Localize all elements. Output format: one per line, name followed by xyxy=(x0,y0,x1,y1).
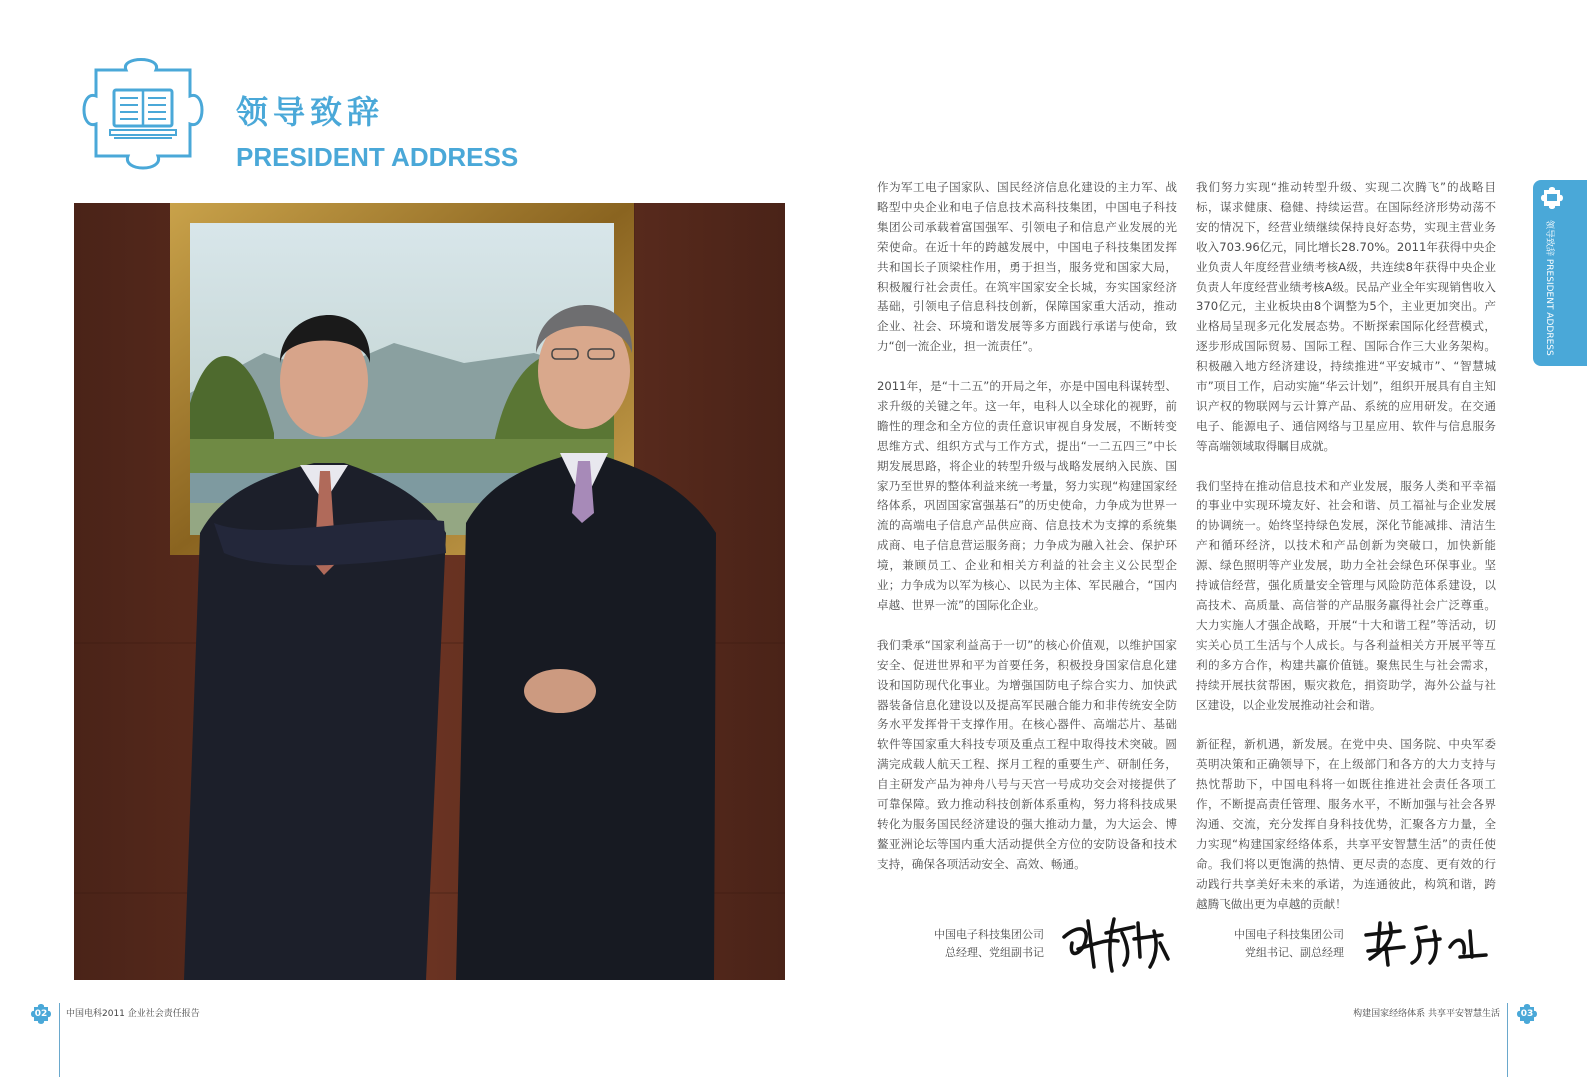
footer-slogan: 构建国家经络体系 共享平安智慧生活 xyxy=(1353,1009,1500,1019)
puzzle-book-icon xyxy=(1538,184,1566,212)
puzzle-book-logo-icon xyxy=(74,52,220,174)
article-paragraph: 我们坚持在推动信息技术和产业发展，服务人类和平幸福的事业中实现环境友好、社会和谐、员工福祉与企业发展的协调统一。始终坚持绿色发展，深化节能减排、清洁生产和循环经济，以技术和产品创新为突破口，加快新能源、绿色照明等产业发展，助力全社会绿色环保事业。坚持诚信经营，强化质量安全管理与风险防范体系建设，以高技术、高质量、高信誉的产品服务赢得社会广泛尊重。大力实施人才强企战略，开展“十大和谐工程”等活动，切实关心员工生活与个人成长。与各利益相关方开展平等互利的多方合作，构建共赢价值链。聚焦民生与社会需求，持续开展扶贫帮困，赈灾救危，捐资助学，海外公益与社区建设，以企业发展推动社会和谐。 xyxy=(1196,478,1496,712)
signature-right-company: 中国电子科技集团公司 xyxy=(1234,928,1344,941)
article-paragraph: 我们努力实现“推动转型升级、实现二次腾飞”的战略目标，谋求健康、稳健、持续运营。在国际经济形势动荡不安的情况下，经营业绩继续保持良好态势，实现主营业务收入703.96亿元，同比增长28.70%。2011年获得中央企业负责人年度经营业绩考核A级，共连续8年获得中央企业负责人年度经营业绩考核A级。民品产业全年实现销售收入370亿元，主业板块由8个调整为5个，主业更加突出。产业格局呈现多元化发展态势。不断探索国际化经营模式，逐步形成国际贸易、国际工程、国际合作三大业务架构。积极融入地方经济建设，持续推进“平安城市”、“智慧城市”项目工作，启动实施“华云计划”，组织开展具有自主知识产权的物联网与云计算产品、系统的应用研发。在交通电子、能源电子、通信网络与卫星应用、软件与信息服务等高端领域取得瞩目成就。 xyxy=(1196,180,1496,453)
article-paragraph: 2011年，是“十二五”的开局之年，亦是中国电科谋转型、求升级的关键之年。这一年，电科人以全球化的视野，前瞻性的理念和全方位的责任意识审视自身发展，不断转变思维方式、组织方式与工作方式，提出“一二五四三”中长期发展思路，将企业的转型升级与战略发展纳入民族、国家乃至世界的整体利益来统一考量，努力实现“构建国家经络体系，巩固国家富强基石”的历史使命，力争成为世界一流的高端电子信息产品供应商、信息技术为支撑的系统集成商、电子信息营运服务商；力争成为融入社会、保护环境，兼顾员工、企业和相关方利益的社会主义公民型企业；力争成为以军为核心、以民为主体、军民融合，“国内卓越、世界一流”的国际化企业。 xyxy=(877,379,1177,613)
article-paragraph: 作为军工电子国家队、国民经济信息化建设的主力军、战略型中央企业和电子信息技术高科技集团，中国电子科技集团公司承载着富国强军、引领电子和信息产业发展的光荣使命。在近十年的跨越发展中，中国电子科技集团发挥共和国长子顶梁柱作用，勇于担当，服务党和国家大局，积极履行社会责任。在筑牢国家安全长城，夯实国家经济基础，引领电子信息科技创新，保障国家重大活动，推动企业、社会、环境和谐发展等多方面践行承诺与使命，致力“创一流企业，担一流责任”。 xyxy=(877,180,1177,354)
side-tab-label: 领导致辞 PRESIDENT ADDRESS xyxy=(1544,220,1554,356)
page-title-english: PRESIDENT ADDRESS xyxy=(236,142,519,172)
executives-photo xyxy=(74,203,785,980)
signature-right-caption xyxy=(1200,926,1344,962)
side-section-tab[interactable] xyxy=(1533,180,1587,366)
footer-divider-left xyxy=(59,1003,60,1077)
footer-report-title: 中国电科2011 企业社会责任报告 xyxy=(66,1009,200,1019)
handwritten-signature-left xyxy=(1058,913,1173,975)
handwritten-signature-right xyxy=(1360,917,1490,969)
article-paragraph: 新征程，新机遇，新发展。在党中央、国务院、中央军委英明决策和正确领导下，在上级部门和各方的大力支持与热忱帮助下，中国电科将一如既往推进社会责任各项工作，不断提高责任管理、服务水平，不断加强与社会各界沟通、交流，充分发挥自身科技优势，汇聚各方力量，全力实现“构建国家经络体系，共享平安智慧生活”的责任使命。我们将以更饱满的热情、更尽责的态度、更有效的行动践行共享美好未来的承诺，为连通彼此，构筑和谐，跨越腾飞做出更为卓越的贡献！ xyxy=(1196,737,1496,911)
page-number-right: 03 xyxy=(1520,1009,1534,1019)
article-right-column xyxy=(1196,178,1496,934)
signature-left-caption xyxy=(900,926,1044,962)
signature-left-title: 总经理、党组副书记 xyxy=(945,946,1044,959)
article-paragraph: 我们秉承“国家利益高于一切”的核心价值观，以维护国家安全、促进世界和平为首要任务，积极投身国家信息化建设和国防现代化事业。为增强国防电子综合实力、加快武器装备信息化建设以及提高军民融合能力和非传统安全防务水平发挥骨干支撑作用。在核心器件、高端芯片、基础软件等国家重大科技专项及重点工程中取得技术突破。圆满完成载人航天工程、探月工程的重要生产、研制任务，自主研发产品为神舟八号与天宫一号成功交会对接提供了可靠保障。致力推动科技创新体系重构，努力将科技成果转化为服务国民经济建设的强大推动力量，为大运会、博鳌亚洲论坛等国内重大活动提供全方位的安防设备和技术支持，确保各项活动安全、高效、畅通。 xyxy=(877,637,1177,871)
signature-right-title: 党组书记、副总经理 xyxy=(1245,946,1344,959)
article-left-column xyxy=(877,178,1177,895)
page-title-chinese: 领导致辞 xyxy=(236,93,385,131)
footer-divider-right xyxy=(1507,1003,1508,1077)
signature-left-company: 中国电子科技集团公司 xyxy=(934,928,1044,941)
page-number-left: 02 xyxy=(34,1009,48,1019)
